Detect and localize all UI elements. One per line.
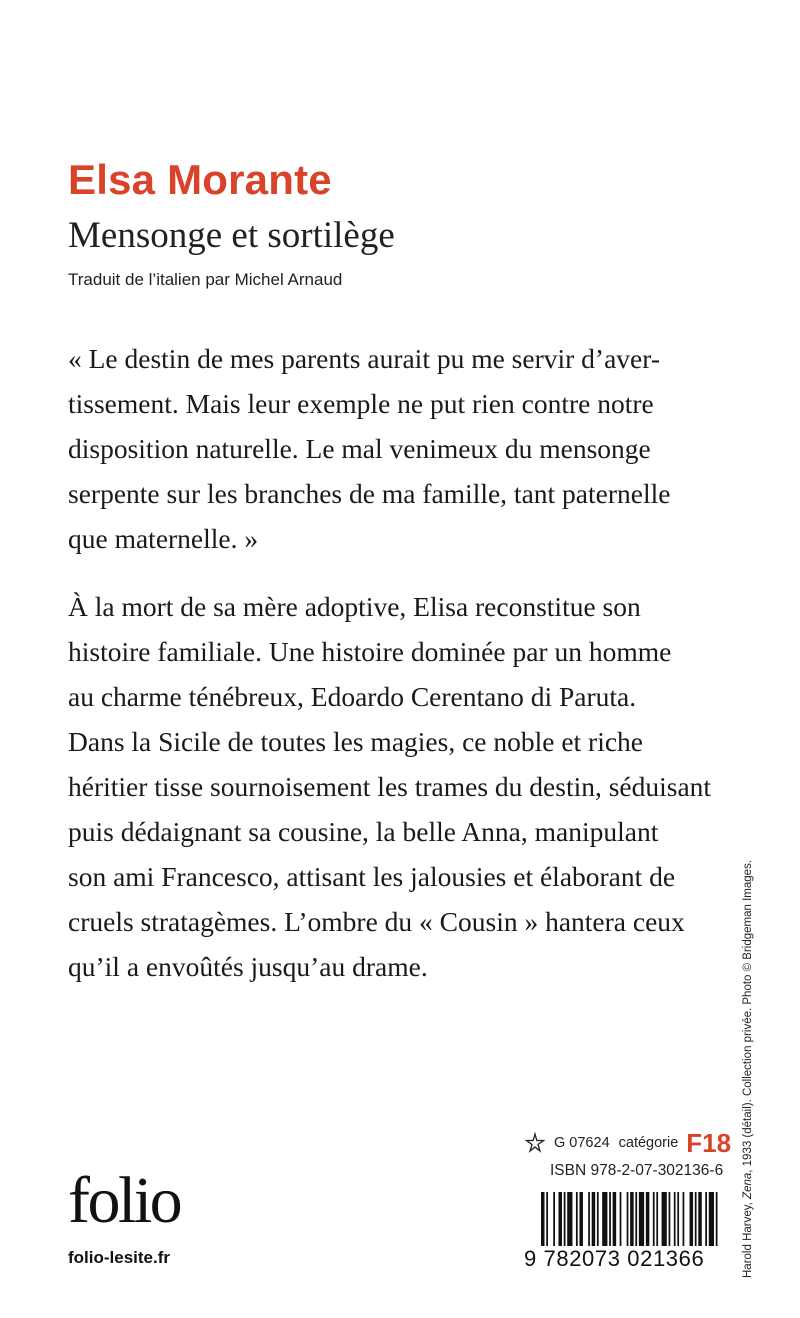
barcode-bar [588, 1192, 590, 1246]
barcode-bar [635, 1192, 637, 1246]
barcode-bar [695, 1192, 697, 1246]
catalog-info [524, 1128, 731, 1158]
cover-image-credit [742, 818, 754, 1278]
summary-line: À la mort de sa mère adoptive, Elisa reconstitue son [68, 591, 641, 622]
quote-line: que maternelle. » [68, 523, 259, 554]
barcode-bar [669, 1192, 671, 1246]
credit-work-title: Zena [742, 1172, 754, 1199]
summary-paragraph [68, 584, 748, 989]
barcode-bar [576, 1192, 578, 1246]
barcode-bar [546, 1192, 548, 1246]
quote-line: serpente sur les branches de ma famille, tant paternelle [68, 478, 671, 509]
barcode-bar [683, 1192, 685, 1246]
barcode-bar [705, 1192, 707, 1246]
summary-line: son ami Francesco, attisant les jalousies et élaborant de [68, 861, 676, 892]
barcode-digits: 9 782073 021366 [524, 1246, 705, 1271]
summary-line: au charme ténébreux, Edoardo Cerentano di Paruta. [68, 681, 637, 712]
gallimard-star-icon [524, 1132, 546, 1154]
credit-text: Harold Harvey, [742, 1198, 754, 1278]
barcode-bar [579, 1192, 583, 1246]
barcode-bar [662, 1192, 667, 1246]
summary-line: qu’il a envoûtés jusqu’au drame. [68, 951, 428, 982]
barcode-bar [656, 1192, 658, 1246]
quote-line: disposition naturelle. Le mal venimeux du mensonge [68, 433, 651, 464]
barcode-bar [620, 1192, 622, 1246]
barcode-bar [567, 1192, 572, 1246]
barcode-bar [709, 1192, 714, 1246]
translator-credit: Traduit de l’italien par Michel Arnaud [68, 270, 343, 289]
quote-line: « Le destin de mes parents aurait pu me servir d’aver- [68, 343, 661, 374]
catalog-code: G 07624 [554, 1135, 610, 1151]
author-name: Elsa Morante [68, 156, 332, 203]
barcode-bar [597, 1192, 599, 1246]
barcode-bar [630, 1192, 634, 1246]
barcode-bar [690, 1192, 694, 1246]
summary-line: histoire familiale. Une histoire dominée par un homme [68, 636, 672, 667]
barcode-bar [653, 1192, 655, 1246]
barcode-bar [558, 1192, 562, 1246]
barcode-bar [553, 1192, 555, 1246]
barcode-bar [592, 1192, 596, 1246]
category-label: catégorie [618, 1135, 679, 1151]
quote-line: tissement. Mais leur exemple ne put rien contre notre [68, 388, 654, 419]
summary-line: Dans la Sicile de toutes les magies, ce noble et riche [68, 726, 644, 757]
barcode [541, 1192, 721, 1246]
barcode-bar [541, 1192, 545, 1246]
book-title: Mensonge et sortilège [68, 215, 395, 256]
barcode-bar [698, 1192, 702, 1246]
barcode-bar [613, 1192, 617, 1246]
summary-line: cruels stratagèmes. L’ombre du « Cousin » hantera ceux [68, 906, 685, 937]
barcode-bar [602, 1192, 607, 1246]
barcode-bar [674, 1192, 676, 1246]
publisher-website: folio-lesite.fr [68, 1248, 171, 1267]
isbn-number: ISBN 978-2-07-302136-6 [550, 1162, 724, 1179]
summary-line: héritier tisse sournoisement les trames du destin, séduisant [68, 771, 712, 802]
barcode-bar [564, 1192, 566, 1246]
barcode-bar [646, 1192, 650, 1246]
barcode-bar [609, 1192, 611, 1246]
summary-line: puis dédaignant sa cousine, la belle Anna, manipulant [68, 816, 659, 847]
price-category: F18 [686, 1127, 732, 1158]
barcode-bar [677, 1192, 679, 1246]
folio-logo: folio [68, 1164, 181, 1237]
quote-paragraph [68, 336, 748, 561]
barcode-bar [716, 1192, 718, 1246]
barcode-bar [639, 1192, 644, 1246]
barcode-bar [627, 1192, 629, 1246]
credit-text: , 1933 (détail). Collection privée. Photo © Bridgeman Images. [742, 859, 754, 1173]
